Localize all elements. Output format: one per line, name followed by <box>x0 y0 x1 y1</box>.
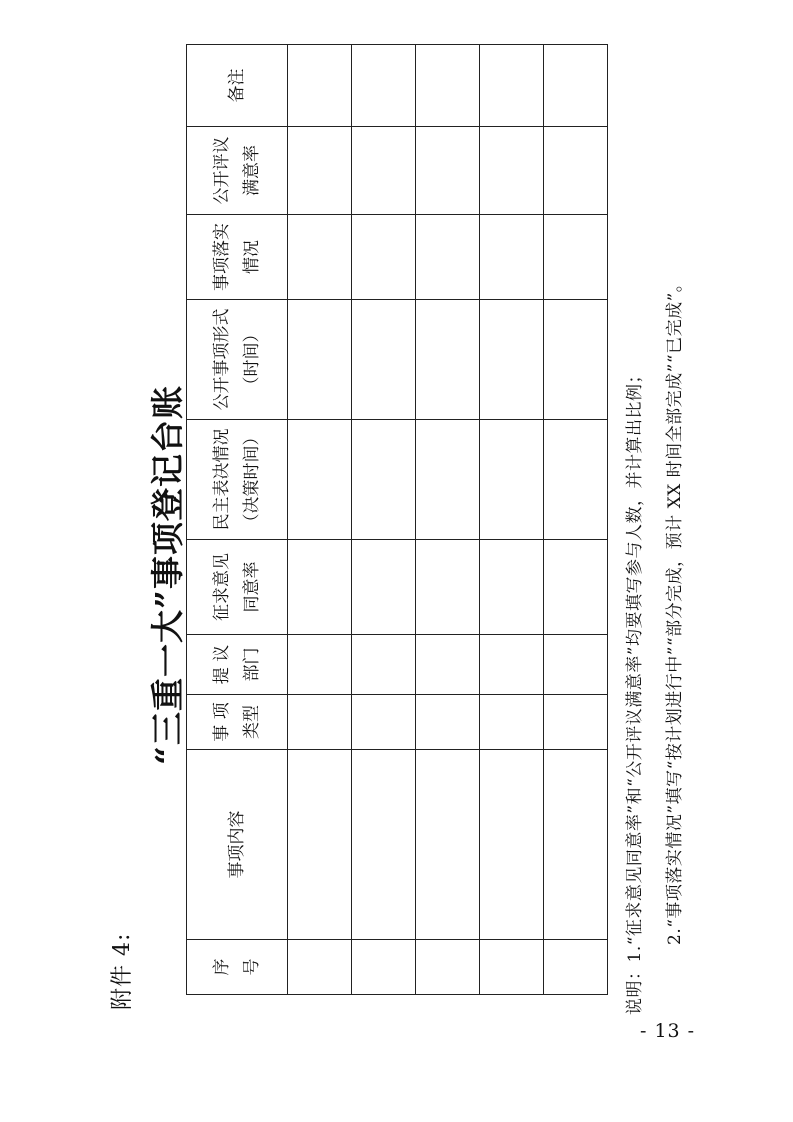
header-cell-type <box>187 695 288 750</box>
ledger-table <box>186 44 608 995</box>
header-cell-disclosure <box>187 300 288 420</box>
table-cell <box>544 300 608 420</box>
table-cell <box>544 635 608 695</box>
header-cell-vote <box>187 420 288 540</box>
table-cell <box>544 695 608 750</box>
table-cell <box>480 300 544 420</box>
header-line: 类型 <box>242 705 262 739</box>
header-line: 部门 <box>242 647 262 682</box>
table-cell <box>352 940 416 995</box>
attachment-label: 附件 4: <box>110 932 135 1010</box>
header-line: 号 <box>242 958 262 976</box>
table-cell <box>480 635 544 695</box>
table-cell <box>544 127 608 215</box>
header-line: 备注 <box>227 68 247 103</box>
table-cell <box>416 420 480 540</box>
header-line: 序 <box>212 958 232 976</box>
table-cell <box>544 45 608 127</box>
page-title: “三重一大”事项登记台账 <box>148 385 187 765</box>
header-line: 同意率 <box>242 561 262 613</box>
table-row <box>416 45 480 995</box>
table-cell <box>416 127 480 215</box>
table-cell <box>352 127 416 215</box>
table-cell <box>416 215 480 300</box>
table-cell <box>352 215 416 300</box>
header-line: 事项落实 <box>212 223 232 291</box>
table-cell <box>352 750 416 940</box>
header-line: 征求意见 <box>212 553 232 621</box>
header-cell-department <box>187 635 288 695</box>
table-cell <box>352 540 416 635</box>
table-cell <box>288 940 352 995</box>
header-line: 情况 <box>242 240 262 274</box>
header-line: 公开事项形式 <box>212 308 232 411</box>
header-cell-satisfaction <box>187 127 288 215</box>
table-row <box>480 45 544 995</box>
header-cell-serial <box>187 940 288 995</box>
table-cell <box>288 635 352 695</box>
table-cell <box>352 45 416 127</box>
table-cell <box>544 750 608 940</box>
table-cell <box>480 127 544 215</box>
header-line: （决策时间） <box>242 428 262 531</box>
rotated-page-content <box>90 68 730 1035</box>
table-cell <box>288 695 352 750</box>
note-line-2: 2.“事项落实情况”填写“按计划进行中”“部分完成，预计 XX 时间全部完成”“已完成”。 <box>665 274 685 945</box>
table-cell <box>480 215 544 300</box>
table-cell <box>288 300 352 420</box>
table-cell <box>288 420 352 540</box>
header-line: 民主表决情况 <box>212 428 232 531</box>
table-row <box>288 45 352 995</box>
table-cell <box>544 215 608 300</box>
header-line: 公开评议 <box>212 136 232 205</box>
header-line: （时间） <box>242 325 262 394</box>
table-cell <box>352 635 416 695</box>
header-cell-content <box>187 750 288 940</box>
ledger-body <box>288 45 608 995</box>
table-cell <box>288 127 352 215</box>
note-line-1: 说明：1.“征求意见同意率”和“公开评议满意率”均要填写参与人数，并计算出比例； <box>625 366 645 1015</box>
table-cell <box>416 45 480 127</box>
table-cell <box>544 420 608 540</box>
header-cell-approval-rate <box>187 540 288 635</box>
table-cell <box>480 45 544 127</box>
table-cell <box>416 635 480 695</box>
table-cell <box>480 695 544 750</box>
table-cell <box>544 940 608 995</box>
table-cell <box>480 750 544 940</box>
table-cell <box>480 420 544 540</box>
header-cell-remarks <box>187 45 288 127</box>
header-cell-implementation <box>187 215 288 300</box>
header-line: 事项内容 <box>227 810 247 879</box>
table-cell <box>288 45 352 127</box>
table-cell <box>288 215 352 300</box>
table-header-row <box>187 45 288 995</box>
header-line: 满意率 <box>242 145 262 196</box>
header-line: 提 议 <box>212 644 232 685</box>
notes-section <box>615 135 695 1015</box>
table-cell <box>544 540 608 635</box>
table-cell <box>480 940 544 995</box>
table-cell <box>416 695 480 750</box>
table-cell <box>416 300 480 420</box>
table-row <box>544 45 608 995</box>
table-cell <box>480 540 544 635</box>
page-number: - 13 - <box>640 1020 696 1042</box>
table-cell <box>416 940 480 995</box>
table-cell <box>352 420 416 540</box>
header-line: 事 项 <box>212 702 232 742</box>
table-cell <box>352 300 416 420</box>
table-cell <box>288 750 352 940</box>
table-cell <box>416 750 480 940</box>
table-cell <box>352 695 416 750</box>
table-row <box>352 45 416 995</box>
table-cell <box>416 540 480 635</box>
table-cell <box>288 540 352 635</box>
